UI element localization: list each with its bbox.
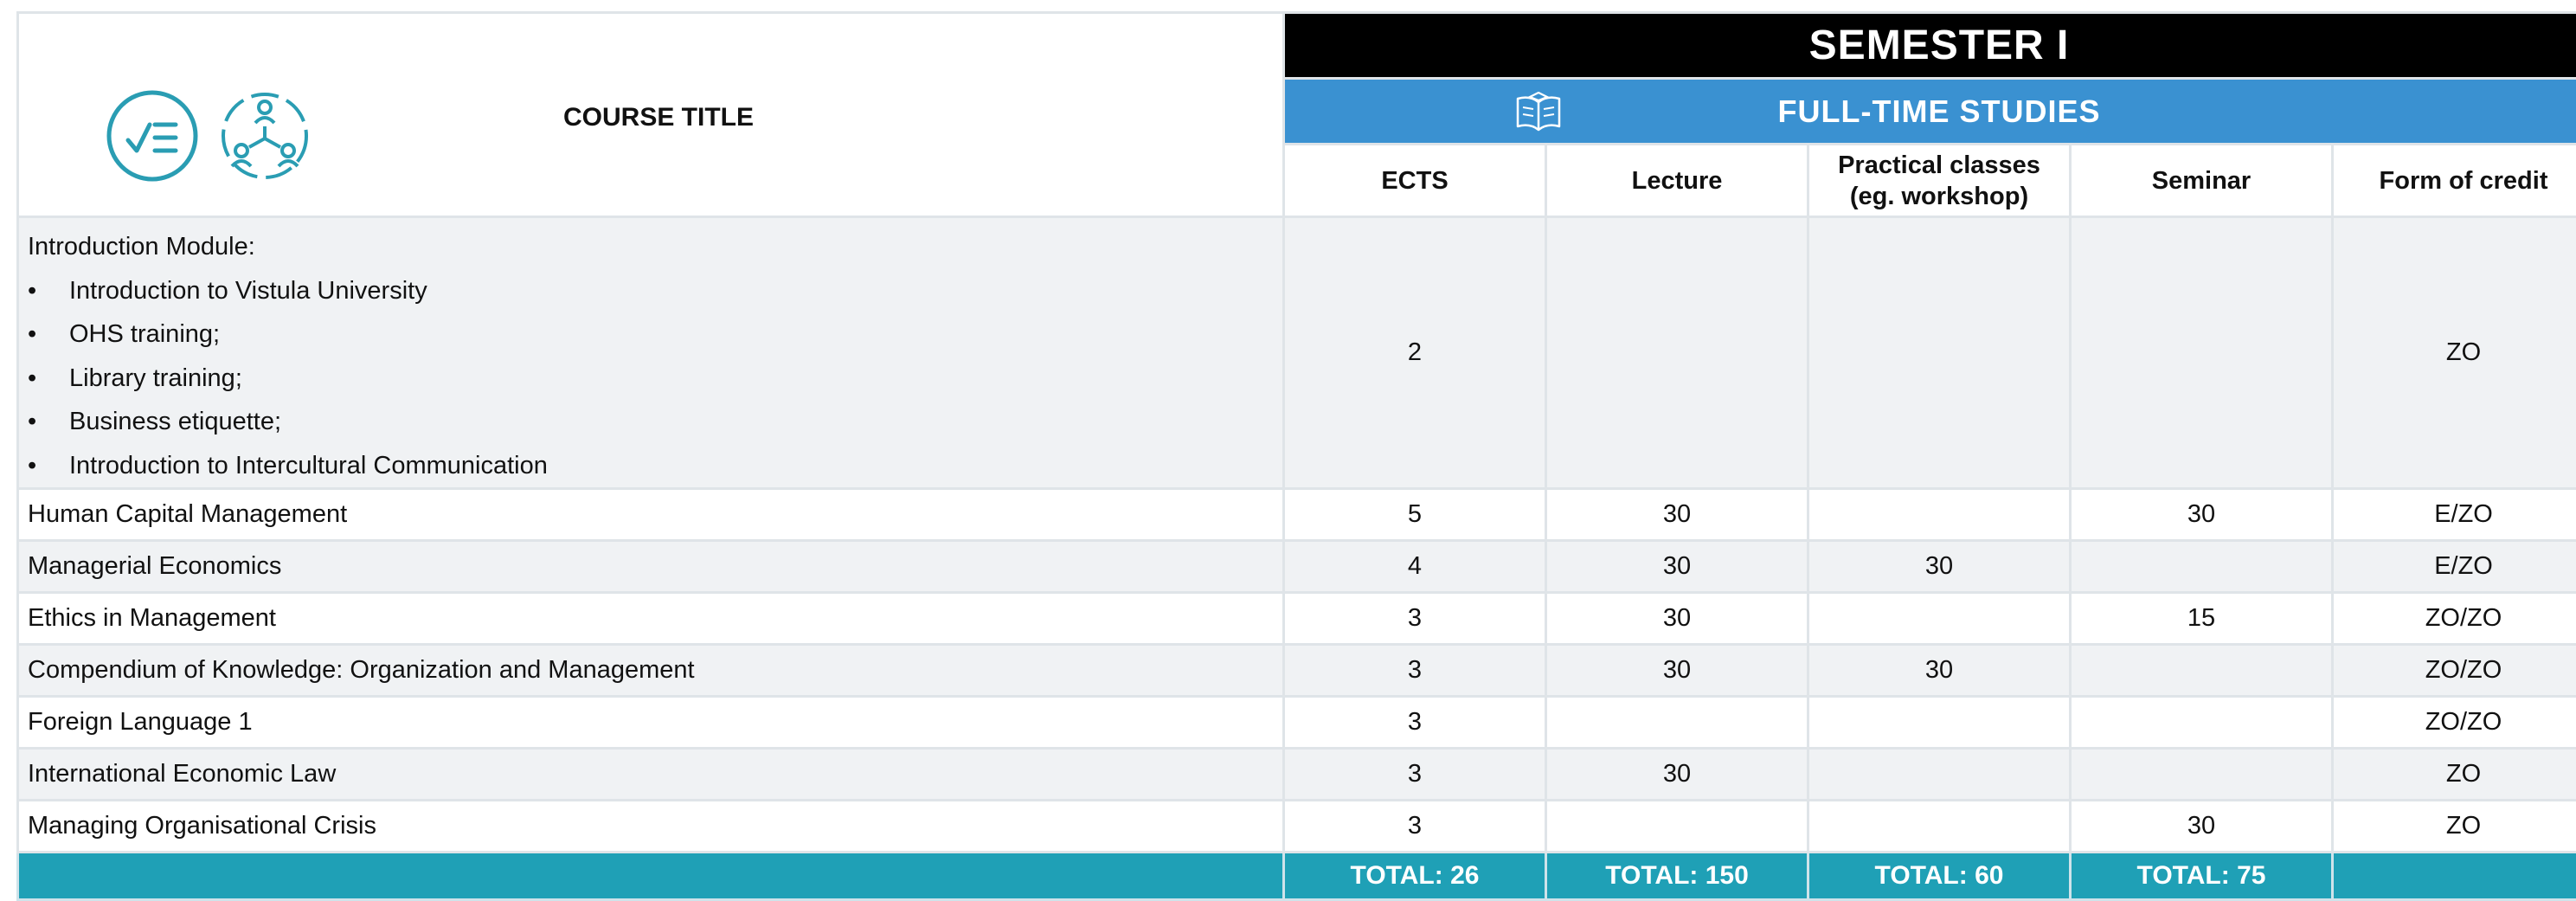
course-name-cell: Foreign Language 1 [18,697,1284,749]
intro-module-item [28,400,1282,444]
intro-module-heading: Introduction Module: [28,225,1282,269]
seminar-cell [2071,697,2333,749]
course-name-cell: Compendium of Knowledge: Organization and Management [18,645,1284,697]
team-network-icon [217,88,312,190]
intro-module-item [28,357,1282,401]
practical-cell [1808,489,2071,541]
total-form-of-credit [2333,853,2576,900]
intro-module-item [28,312,1282,357]
table-row [18,541,2576,593]
seminar-cell [2071,645,2333,697]
seminar-cell [2071,217,2333,489]
form-of-credit-cell: ZO/ZO [2333,645,2576,697]
form-of-credit-cell: ZO [2333,801,2576,853]
total-ects: TOTAL: 26 [1284,853,1546,900]
lecture-cell: 30 [1546,749,1808,801]
intro-module-item [28,269,1282,313]
column-header-form-of-credit: Form of credit [2333,145,2576,217]
practical-cell [1808,217,2071,489]
intro-module-item-label: Business etiquette; [69,408,281,435]
intro-module-item [28,444,1282,488]
study-mode-banner [1284,79,2576,145]
header-icons [105,88,312,190]
total-lecture: TOTAL: 150 [1546,853,1808,900]
ects-cell: 3 [1284,593,1546,645]
practical-cell [1808,749,2071,801]
practical-cell [1808,697,2071,749]
lecture-cell: 30 [1546,645,1808,697]
intro-module-item-label: Library training; [69,364,242,392]
course-name-cell: Ethics in Management [18,593,1284,645]
ects-cell: 4 [1284,541,1546,593]
semester-title: SEMESTER I [1284,13,2576,79]
bullet: • [28,400,69,444]
ects-cell: 3 [1284,801,1546,853]
ects-cell: 3 [1284,645,1546,697]
ects-cell: 5 [1284,489,1546,541]
table-row [18,593,2576,645]
seminar-cell [2071,541,2333,593]
practical-cell: 30 [1808,645,2071,697]
checklist-icon [105,88,200,190]
practical-cell: 30 [1808,541,2071,593]
column-header-lecture: Lecture [1546,145,1808,217]
lecture-cell: 30 [1546,489,1808,541]
seminar-cell [2071,749,2333,801]
totals-row [18,853,2576,900]
bullet: • [28,357,69,401]
form-of-credit-cell: E/ZO [2333,489,2576,541]
table-row [18,749,2576,801]
lecture-cell: 30 [1546,593,1808,645]
ects-cell: 3 [1284,697,1546,749]
intro-module-item-label: Introduction to Vistula University [69,277,427,305]
column-header-practical-line1: Practical classes [1809,150,2069,181]
column-header-seminar: Seminar [2071,145,2333,217]
form-of-credit-cell: ZO [2333,749,2576,801]
intro-module-item-label: OHS training; [69,320,220,348]
seminar-cell: 15 [2071,593,2333,645]
seminar-cell: 30 [2071,489,2333,541]
table-row [18,697,2576,749]
bullet: • [28,312,69,357]
course-title-label: COURSE TITLE [563,103,754,132]
practical-cell [1808,593,2071,645]
column-header-practical-line2: (eg. workshop) [1809,181,2069,212]
seminar-cell: 30 [2071,801,2333,853]
table-row-introduction-module [18,217,2576,489]
form-of-credit-cell: ZO [2333,217,2576,489]
form-of-credit-cell: E/ZO [2333,541,2576,593]
form-of-credit-cell: ZO/ZO [2333,697,2576,749]
study-mode-label: FULL-TIME STUDIES [1778,93,2101,129]
intro-module-item-label: Introduction to Intercultural Communication [69,452,548,479]
course-table-sheet [16,11,2576,886]
lecture-cell [1546,801,1808,853]
bullet: • [28,269,69,313]
table-row [18,801,2576,853]
course-name-cell: International Economic Law [18,749,1284,801]
course-title-header-cell [18,13,1284,217]
table-row [18,645,2576,697]
lecture-cell: 30 [1546,541,1808,593]
ects-cell: 3 [1284,749,1546,801]
total-practical: TOTAL: 60 [1808,853,2071,900]
open-book-icon [1514,92,1563,141]
table-row [18,489,2576,541]
practical-cell [1808,801,2071,853]
course-name-cell [18,217,1284,489]
course-name-cell: Managing Organisational Crisis [18,801,1284,853]
column-header-practical [1808,145,2071,217]
form-of-credit-cell: ZO/ZO [2333,593,2576,645]
column-header-ects: ECTS [1284,145,1546,217]
course-name-cell: Managerial Economics [18,541,1284,593]
total-seminar: TOTAL: 75 [2071,853,2333,900]
lecture-cell [1546,697,1808,749]
course-name-cell: Human Capital Management [18,489,1284,541]
ects-cell: 2 [1284,217,1546,489]
totals-label-cell [18,853,1284,900]
course-table [16,11,2576,901]
lecture-cell [1546,217,1808,489]
bullet: • [28,444,69,488]
